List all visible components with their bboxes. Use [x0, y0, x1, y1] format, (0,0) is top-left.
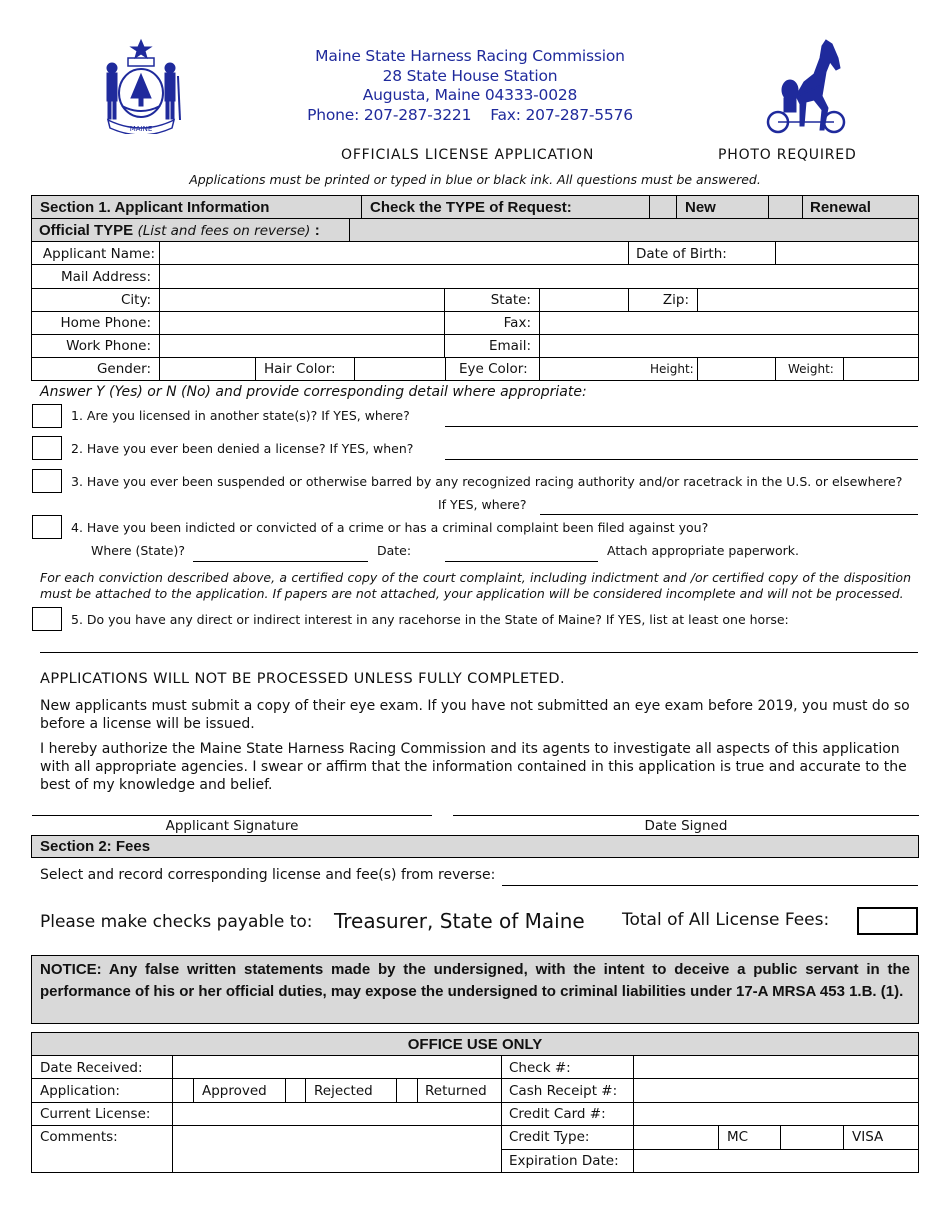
- applicant-signature-label: Applicant Signature: [165, 818, 299, 834]
- treasurer-text: Treasurer, State of Maine: [334, 909, 585, 933]
- credit-type-label: Credit Type:: [509, 1129, 590, 1145]
- visa-label: VISA: [852, 1129, 884, 1145]
- q4-answer-box[interactable]: [32, 515, 62, 539]
- q5-answer-line[interactable]: [40, 652, 918, 653]
- approved-checkbox[interactable]: [173, 1079, 193, 1102]
- height-input[interactable]: [698, 358, 775, 380]
- mc-label: MC: [727, 1129, 749, 1145]
- section2-header: [31, 835, 919, 858]
- returned-checkbox[interactable]: [397, 1079, 417, 1102]
- q1-answer-box[interactable]: [32, 404, 62, 428]
- expiration-input[interactable]: [634, 1150, 918, 1173]
- date-received-label: Date Received:: [40, 1060, 143, 1076]
- gender-label: Gender:: [96, 361, 151, 377]
- gender-input[interactable]: [160, 358, 255, 380]
- zip-input[interactable]: [698, 289, 918, 311]
- eye-color-label: Eye Color:: [459, 361, 528, 377]
- total-fees-input[interactable]: [857, 907, 918, 935]
- mc-checkbox[interactable]: [634, 1126, 718, 1149]
- state-label: State:: [490, 292, 531, 308]
- applicant-name-input[interactable]: [160, 242, 628, 264]
- work-phone-input[interactable]: [160, 335, 444, 357]
- hair-color-label: Hair Color:: [264, 361, 336, 377]
- q3-answer-line[interactable]: [540, 514, 918, 515]
- conviction-note: For each conviction described above, a certified copy of the court complaint, including indictment and /or certified copy of the disposition must be attached to the application. If papers are not attached, your application will be considered incomplete and will not be processed.: [40, 570, 911, 601]
- form-title: OFFICIALS LICENSE APPLICATION: [341, 147, 595, 163]
- home-phone-label: Home Phone:: [60, 315, 151, 331]
- address-line-2: Augusta, Maine 04333-0028: [362, 86, 578, 104]
- q1-answer-line[interactable]: [445, 426, 918, 427]
- q2-answer-box[interactable]: [32, 436, 62, 460]
- credit-card-label: Credit Card #:: [509, 1106, 606, 1122]
- mail-address-label: Mail Address:: [60, 269, 151, 285]
- current-license-input[interactable]: [173, 1103, 501, 1125]
- q3-answer-box[interactable]: [32, 469, 62, 493]
- official-type-input[interactable]: [350, 219, 918, 241]
- q1-text: 1. Are you licensed in another state(s)? If YES, where?: [71, 408, 410, 423]
- official-type-label: Official TYPE (List and fees on reverse) :: [39, 222, 320, 239]
- home-phone-input[interactable]: [160, 312, 444, 334]
- date-signed-line[interactable]: [453, 815, 919, 816]
- comments-input[interactable]: [173, 1126, 501, 1173]
- section2-title: Section 2: Fees: [40, 838, 151, 855]
- cash-receipt-input[interactable]: [634, 1079, 918, 1102]
- check-number-input[interactable]: [634, 1056, 918, 1078]
- returned-label: Returned: [425, 1083, 487, 1099]
- fees-record-line[interactable]: [502, 885, 918, 886]
- q4-attach-text: Attach appropriate paperwork.: [607, 543, 799, 558]
- zip-label: Zip:: [662, 292, 689, 308]
- harness-horse-icon: [766, 38, 846, 138]
- q3-text: 3. Have you ever been suspended or otherwise barred by any recognized racing authority and/or racetrack in the U.S. or elsewhere?: [71, 474, 903, 489]
- visa-checkbox[interactable]: [781, 1126, 843, 1149]
- q2-text: 2. Have you ever been denied a license? If YES, when?: [71, 441, 414, 456]
- date-received-input[interactable]: [173, 1056, 501, 1078]
- current-license-label: Current License:: [40, 1106, 151, 1122]
- check-type-label: Check the TYPE of Request:: [370, 199, 572, 216]
- q5-text: 5. Do you have any direct or indirect interest in any racehorse in the State of Maine? If YES, list at least one horse:: [71, 612, 789, 627]
- applicant-name-label: Applicant Name:: [42, 246, 155, 262]
- hair-color-input[interactable]: [355, 358, 445, 380]
- work-phone-label: Work Phone:: [66, 338, 151, 354]
- check-number-label: Check #:: [509, 1060, 571, 1076]
- checks-payable-label: Please make checks payable to:: [40, 912, 313, 932]
- office-use-title: OFFICE USE ONLY: [407, 1036, 543, 1053]
- state-input[interactable]: [540, 289, 628, 311]
- q3-where-label: If YES, where?: [438, 497, 527, 512]
- q2-answer-line[interactable]: [445, 459, 918, 460]
- renewal-checkbox[interactable]: [769, 196, 802, 218]
- height-label: Height:: [650, 362, 694, 376]
- false-statement-notice: NOTICE: Any false written statements made by the undersigned, with the intent to deceive a public servant in the performance of his or her official duties, may expose the undersigned to criminal liabilities under 17-A MRSA 453 1.B. (1).: [40, 961, 910, 1000]
- approved-label: Approved: [202, 1083, 267, 1099]
- select-record-label: Select and record corresponding license and fee(s) from reverse:: [40, 867, 496, 883]
- not-processed-notice: APPLICATIONS WILL NOT BE PROCESSED UNLESS FULLY COMPLETED.: [40, 671, 565, 687]
- renewal-label: Renewal: [810, 199, 871, 216]
- email-label: Email:: [488, 338, 531, 354]
- cash-receipt-label: Cash Receipt #:: [509, 1083, 618, 1099]
- q4-text: 4. Have you been indicted or convicted of a crime or has a criminal complaint been filed against you?: [71, 520, 709, 535]
- photo-required: PHOTO REQUIRED: [718, 147, 857, 163]
- eye-exam-notice: New applicants must submit a copy of their eye exam. If you have not submitted an eye exam before 2019, you must do so before a license will be issued.: [40, 698, 910, 732]
- weight-input[interactable]: [844, 358, 918, 380]
- authorization-statement: I hereby authorize the Maine State Harness Racing Commission and its agents to investigate all aspects of this application with all appropriate agencies. I swear or affirm that the information contained in this application is true and accurate to the best of my knowledge and belief.: [40, 741, 907, 793]
- rejected-checkbox[interactable]: [286, 1079, 305, 1102]
- dob-input[interactable]: [776, 242, 918, 264]
- rejected-label: Rejected: [314, 1083, 373, 1099]
- new-checkbox[interactable]: [650, 196, 676, 218]
- credit-card-input[interactable]: [634, 1103, 918, 1125]
- city-label: City:: [120, 292, 151, 308]
- comments-label: Comments:: [40, 1129, 118, 1145]
- dob-label: Date of Birth:: [636, 246, 727, 262]
- seal-text: MAINE: [129, 125, 153, 133]
- address-line-1: 28 State House Station: [382, 66, 558, 85]
- city-input[interactable]: [160, 289, 444, 311]
- fax: Fax: 207-287-5576: [490, 105, 633, 124]
- application-label: Application:: [40, 1083, 120, 1099]
- q5-answer-box[interactable]: [32, 607, 62, 631]
- fax-input[interactable]: [540, 312, 918, 334]
- mail-address-input[interactable]: [160, 265, 918, 287]
- section1-title: Section 1. Applicant Information: [40, 199, 270, 216]
- applicant-signature-line[interactable]: [32, 815, 432, 816]
- email-input[interactable]: [540, 335, 918, 357]
- q4-where-line[interactable]: [193, 561, 368, 562]
- new-label: New: [685, 199, 716, 216]
- q4-date-label: Date:: [377, 543, 412, 558]
- q4-date-line[interactable]: [445, 561, 598, 562]
- org-name: Maine State Harness Racing Commission: [315, 47, 625, 65]
- ink-instructions: Applications must be printed or typed in blue or black ink. All questions must be answered.: [189, 172, 761, 187]
- yes-no-instructions: Answer Y (Yes) or N (No) and provide corresponding detail where appropriate:: [40, 384, 587, 400]
- fax-label: Fax:: [503, 315, 531, 331]
- phone: Phone: 207-287-3221: [307, 105, 472, 124]
- q4-where-label: Where (State)?: [91, 543, 185, 558]
- date-signed-label: Date Signed: [644, 818, 728, 834]
- total-fees-label: Total of All License Fees:: [622, 910, 830, 930]
- eye-color-input[interactable]: [540, 358, 628, 380]
- weight-label: Weight:: [788, 362, 834, 376]
- expiration-label: Expiration Date:: [509, 1153, 619, 1169]
- state-seal-icon: [98, 38, 184, 134]
